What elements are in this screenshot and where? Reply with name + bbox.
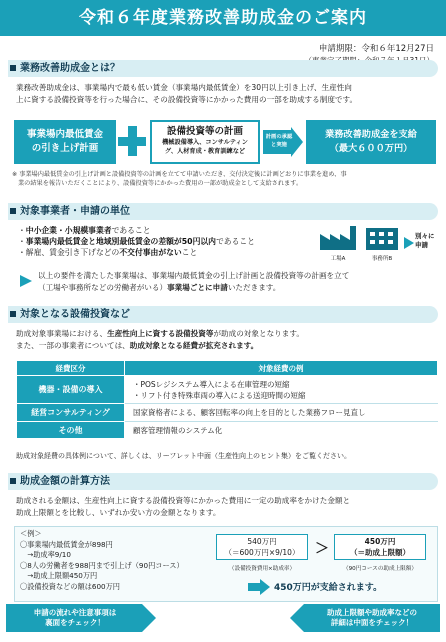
expense-example: ・リフト付き特殊車両の導入による送迎時間の短縮 bbox=[133, 390, 306, 400]
eligibility-item-1: ・中小企業・小規模事業者であること bbox=[18, 226, 151, 235]
calculation-text bbox=[16, 495, 436, 518]
separate-line1: 別々に bbox=[415, 232, 435, 240]
grant-payment-box bbox=[306, 120, 436, 164]
office-icon bbox=[362, 222, 402, 260]
approval-arrow-icon bbox=[263, 127, 303, 157]
expense-example: 国家資格者による、顧客回転率の向上を目的とした業務フロー見直し bbox=[125, 404, 438, 422]
example-line1: 〇事業場内最低賃金が898円 bbox=[20, 539, 113, 549]
calc-rate-formula: （＝600万円×9/10） bbox=[224, 548, 300, 557]
investment-plan-sub1: 機械設備導入、コンサルティン bbox=[162, 139, 248, 146]
back-page-line1: 申請の流れや注意事項は bbox=[33, 608, 117, 617]
middle-page-line2: 詳細は中面をチェック！ bbox=[330, 618, 414, 627]
expense-example: ・POSレジシステム導入による在庫管理の短縮 bbox=[133, 379, 290, 389]
section-heading-overview: 業務改善助成金とは？ bbox=[8, 60, 438, 77]
result-text: 450万円が支給されます。 bbox=[274, 583, 383, 593]
calc-cap-box bbox=[334, 534, 426, 560]
arrow-label-line2: と実施 bbox=[271, 141, 287, 148]
section-heading-investments: 対象となる設備投資など bbox=[8, 306, 438, 323]
investments-line2: また、一部の事業者については、助成対象となる経費が拡充されます。 bbox=[16, 340, 259, 350]
investment-plan-title: 設備投資等の計画 bbox=[166, 126, 243, 137]
deadline-date: 申請期限：令和６年12月27日 bbox=[318, 44, 434, 54]
table-row bbox=[17, 376, 438, 404]
example-line2: →助成率9/10 bbox=[20, 550, 71, 559]
overview-text-line2: 上に資する設備投資等を行った場合に、その設備投資等にかかった費用の一部を助成する制度です。 bbox=[16, 94, 358, 104]
calc-cap-caption: （90円コースの助成上限額） bbox=[343, 566, 417, 572]
overview-note bbox=[12, 170, 440, 188]
back-page-text bbox=[12, 608, 138, 628]
expense-category: 機器・設備の導入 bbox=[17, 376, 125, 404]
calc-rate-value: 540万円 bbox=[247, 537, 277, 546]
greater-than-sign: ＞ bbox=[315, 541, 329, 557]
page-title: 令和６年度業務改善助成金のご案内 bbox=[0, 0, 446, 36]
overview-text-line1: 業務改善助成金は、事業場内で最も低い賃金（事業場内最低賃金）を30円以上引き上げ、生産性向 bbox=[16, 83, 352, 92]
example-line3: 〇8人の労働者を988円まで引上げ（90円コース） bbox=[20, 560, 184, 570]
investment-plan-sub2: グ、人材育成・教育訓練など bbox=[164, 148, 246, 155]
investment-plan-box bbox=[150, 120, 260, 164]
application-unit-text bbox=[38, 270, 438, 293]
arrow-right-icon bbox=[404, 234, 414, 246]
application-unit-line2: （工場や事務所などの労働者がいる）事業場ごとに申請いただきます。 bbox=[38, 282, 281, 292]
example-list bbox=[20, 529, 184, 592]
table-row bbox=[17, 422, 438, 439]
calc-rate-box bbox=[216, 534, 308, 560]
overview-note-line2: 業の結果を報告いただくことにより、設備投資等にかかった費用の一部が助成金として支給されます。 bbox=[18, 180, 303, 187]
calc-cap-value: 450万円 bbox=[364, 537, 396, 546]
result-arrow-icon bbox=[248, 579, 270, 595]
wage-plan-box bbox=[14, 120, 116, 164]
table-row bbox=[17, 404, 438, 422]
example-title: ＜例＞ bbox=[20, 529, 42, 538]
factory-label: 工場A bbox=[330, 256, 346, 262]
middle-page-text bbox=[306, 608, 438, 628]
section-heading-eligibility: 対象事業者・申請の単位 bbox=[8, 203, 438, 220]
plus-icon bbox=[118, 126, 146, 156]
calc-cap-label: （＝助成上限額） bbox=[350, 548, 410, 557]
eligibility-list bbox=[18, 225, 318, 259]
overview-note-line1: ※ 事業場内最低賃金の引上げ計画と設備投資等の計画を立てて申請いただき、交付決定後に計画どおりに事業を進め、事 bbox=[12, 171, 347, 178]
calc-rate-caption: （設備投資費用×助成率） bbox=[228, 566, 296, 572]
expense-table-header-category: 経費区分 bbox=[17, 361, 125, 376]
back-page-banner bbox=[6, 604, 156, 632]
expense-table bbox=[16, 360, 438, 439]
wage-plan-line1: 事業場内最低賃金 bbox=[26, 129, 103, 140]
expense-footnote: 助成対象経費の具体例について、詳しくは、リーフレット中面（生産性向上のヒント集）をご覧ください。 bbox=[16, 452, 352, 460]
expense-category: 経営コンサルティング bbox=[17, 404, 125, 422]
middle-page-banner bbox=[290, 604, 440, 632]
wage-plan-line2: の引き上げ計画 bbox=[31, 143, 99, 154]
eligibility-item-3: ・解雇、賃金引き下げなどの不交付事由がないこと bbox=[18, 248, 198, 258]
arrow-label-line1: 計画の承認 bbox=[265, 134, 293, 140]
example-line5: 〇設備投資などの額は600万円 bbox=[20, 581, 120, 591]
middle-page-line1: 助成上限額や助成率などの bbox=[327, 608, 417, 617]
office-label: 事務所B bbox=[371, 256, 393, 262]
calculation-line1: 助成される金額は、生産性向上に資する設備投資等にかかった費用に一定の助成率をかけた金額と bbox=[16, 496, 351, 505]
calculation-line2: 助成上限額とを比較し、いずれか安い方の金額となります。 bbox=[16, 507, 221, 517]
grant-payment-line1: 業務改善助成金を支給 bbox=[325, 129, 417, 140]
expense-examples bbox=[125, 376, 438, 404]
separate-application-note bbox=[415, 232, 435, 250]
eligibility-item-2: ・事業場内最低賃金と地域別最低賃金の差額が50円以内であること bbox=[18, 237, 255, 247]
example-line4: →助成上限額450万円 bbox=[20, 571, 98, 580]
investments-line1: 助成対象事業場における、生産性向上に資する設備投資等が助成の対象となります。 bbox=[16, 329, 304, 338]
grant-payment-line2: （最大６００万円） bbox=[329, 143, 413, 154]
expense-category: その他 bbox=[17, 422, 125, 439]
application-unit-line1: 以上の要件を満たした事業場は、事業場内最低賃金の引上げ計画と設備投資等の計画を立て bbox=[38, 271, 350, 280]
expense-table-header-examples: 対象経費の例 bbox=[125, 361, 438, 376]
overview-text bbox=[16, 82, 436, 105]
investments-text bbox=[16, 328, 436, 351]
section-heading-calculation: 助成金額の計算方法 bbox=[8, 473, 438, 490]
expense-example: 顧客管理情報のシステム化 bbox=[133, 425, 223, 435]
factory-icon bbox=[318, 222, 358, 260]
separate-line2: 申請 bbox=[415, 241, 428, 249]
back-page-line2: 裏面をチェック！ bbox=[45, 618, 105, 627]
arrow-right-bullet-icon bbox=[20, 272, 32, 284]
